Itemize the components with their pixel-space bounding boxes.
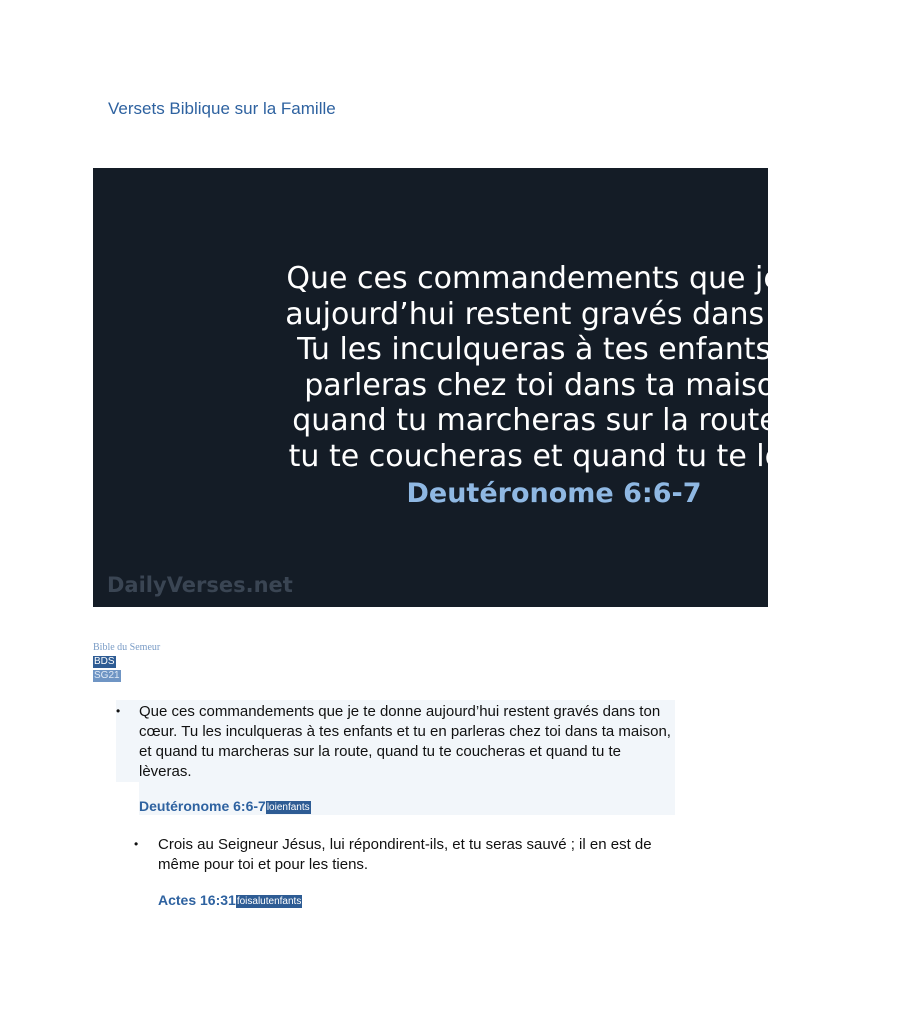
bullet-icon: •	[116, 704, 121, 718]
verse-reference[interactable]: Deutéronome 6:6-7	[139, 798, 266, 814]
verse-text: Crois au Seigneur Jésus, lui répondirent-ils, et tu seras sauvé ; il en est de même pour toi et pour les tiens.	[158, 836, 652, 873]
version-tag-sg21[interactable]: SG21	[94, 670, 120, 681]
page-title: Versets Biblique sur la Famille	[108, 99, 336, 118]
verse-image-quote: Que ces commandements que je te aujourd’hui restent gravés dans ton Tu les inculqueras à tes enfants et parleras chez toi dans ta maison, quand tu marcheras sur la route, q tu te coucheras et quand tu te lève	[285, 261, 823, 474]
verse-reference[interactable]: Actes 16:31	[158, 892, 236, 908]
verse-reference-link[interactable]	[139, 798, 311, 814]
verse-image-reference: Deutéronome 6:6-7	[406, 478, 702, 509]
version-tag-bds[interactable]: BDS	[94, 656, 115, 667]
verse-image	[93, 168, 823, 607]
verse-text: Que ces commandements que je te donne aujourd’hui restent gravés dans ton cœur. Tu les inculqueras à tes enfants et tu en parleras chez toi dans ta maison, et quand tu marcheras sur la route, quand tu te coucheras et quand tu te lèveras.	[139, 703, 671, 780]
bullet-icon: •	[134, 837, 139, 851]
watermark-logo: DailyVerses.net	[107, 573, 293, 597]
verse-reference-link[interactable]	[158, 892, 302, 908]
tag-link[interactable]: foisalutenfants	[236, 896, 302, 907]
bible-version-label[interactable]: Bible du Semeur	[93, 642, 161, 653]
tag-link[interactable]: loienfants	[266, 802, 310, 813]
